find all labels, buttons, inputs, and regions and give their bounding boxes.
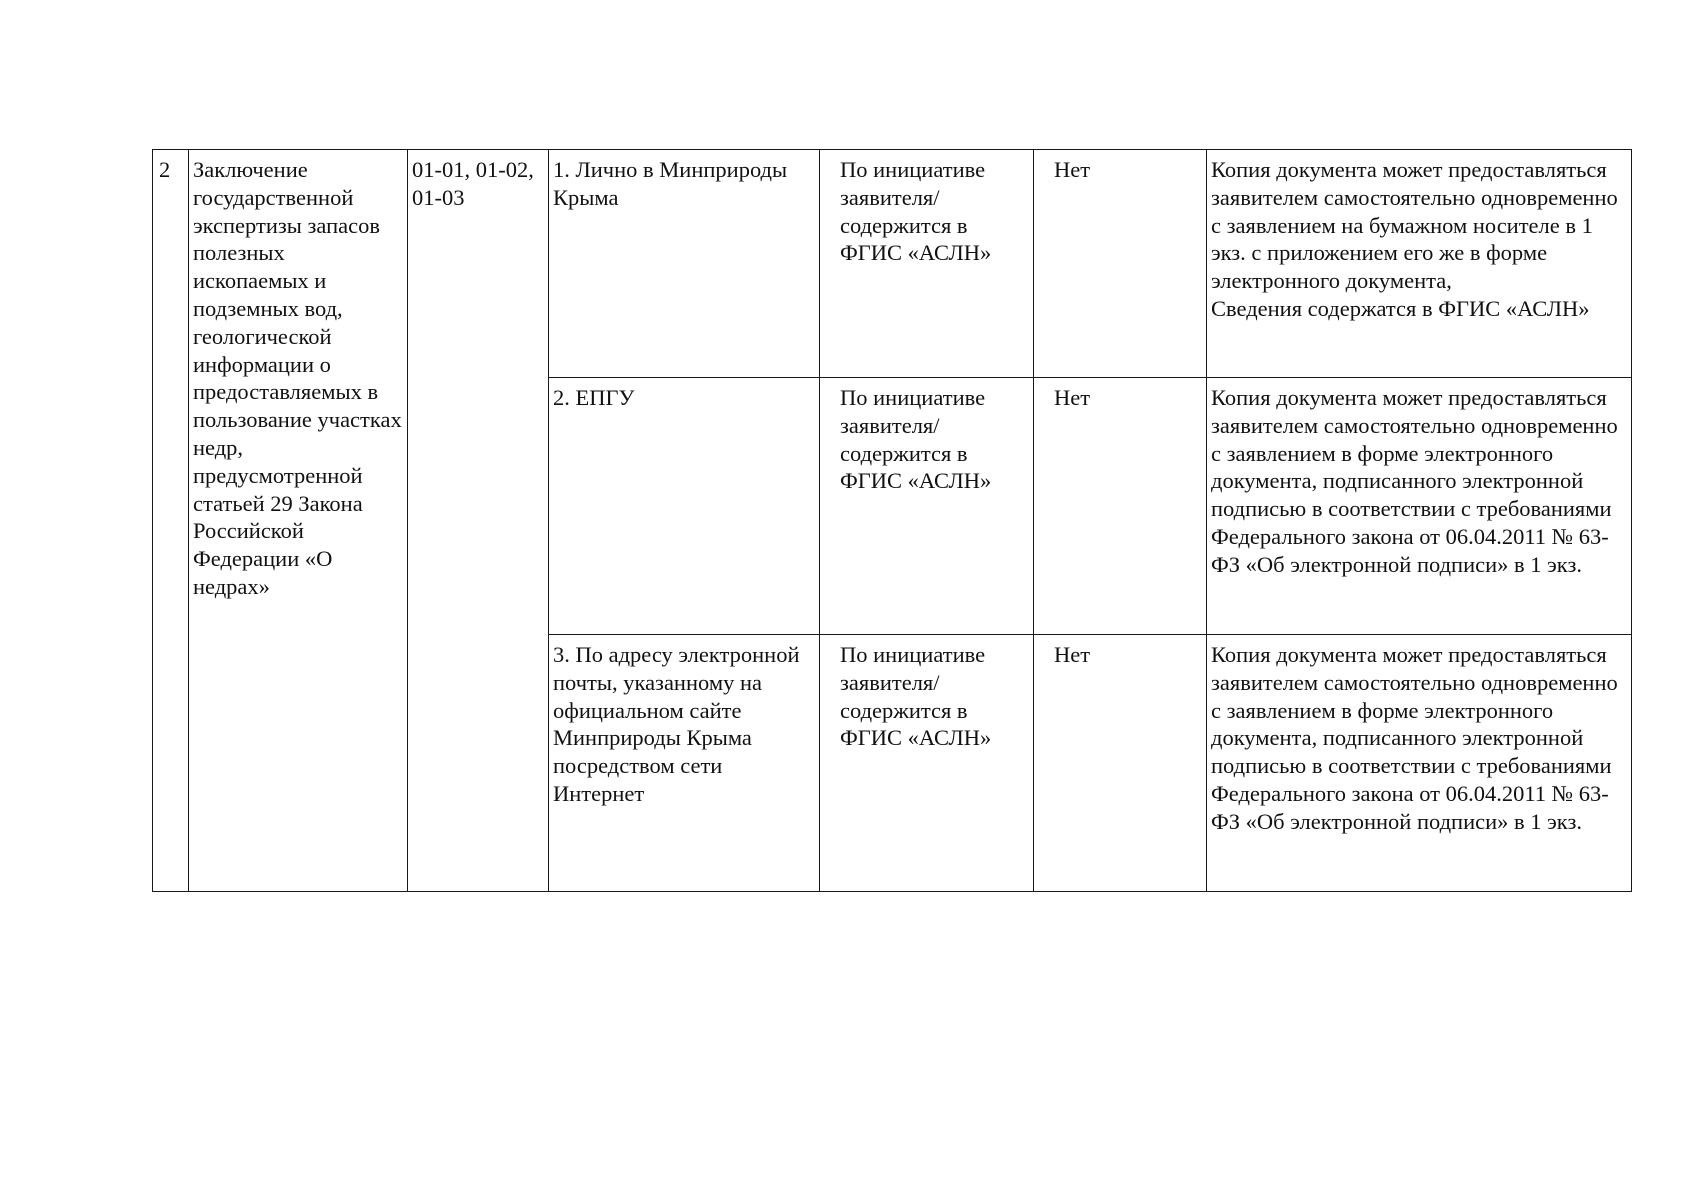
document-table xyxy=(152,149,1632,892)
table-row xyxy=(153,150,1632,378)
document-name-cell: Заключение государственной экспертизы запасов полезных ископаемых и подземных вод, геологической информации о предоставляемых в пользование участках недр, предусмотренной статьей 29 Закона Российской Федерации «О недрах» xyxy=(189,150,408,892)
method-cell: 2. ЕПГУ xyxy=(549,378,820,635)
present-cell: Нет xyxy=(1034,635,1207,892)
note-cell: Копия документа может предоставляться заявителем самостоятельно одновременно с заявлением на бумажном носителе в 1 экз. с приложением его же в форме электронного документа, Сведения содержатся в ФГИС «АСЛН» xyxy=(1207,150,1632,378)
basis-cell: По инициативе заявителя/ содержится в ФГИС «АСЛН» xyxy=(820,378,1034,635)
basis-cell: По инициативе заявителя/ содержится в ФГИС «АСЛН» xyxy=(820,635,1034,892)
basis-cell: По инициативе заявителя/ содержится в ФГИС «АСЛН» xyxy=(820,150,1034,378)
note-cell: Копия документа может предоставляться заявителем самостоятельно одновременно с заявлением в форме электронного документа, подписанного электронной подписью в соответствии с требованиями Федерального закона от 06.04.2011 № 63-ФЗ «Об электронной подписи» в 1 экз. xyxy=(1207,635,1632,892)
method-cell: 3. По адресу электронной почты, указанному на официальном сайте Минприроды Крыма посредством сети Интернет xyxy=(549,635,820,892)
codes-cell: 01-01, 01-02, 01-03 xyxy=(408,150,549,892)
row-number-cell: 2 xyxy=(153,150,189,892)
present-cell: Нет xyxy=(1034,150,1207,378)
present-cell: Нет xyxy=(1034,378,1207,635)
note-cell: Копия документа может предоставляться заявителем самостоятельно одновременно с заявлением в форме электронного документа, подписанного электронной подписью в соответствии с требованиями Федерального закона от 06.04.2011 № 63-ФЗ «Об электронной подписи» в 1 экз. xyxy=(1207,378,1632,635)
method-cell: 1. Лично в Минприроды Крыма xyxy=(549,150,820,378)
